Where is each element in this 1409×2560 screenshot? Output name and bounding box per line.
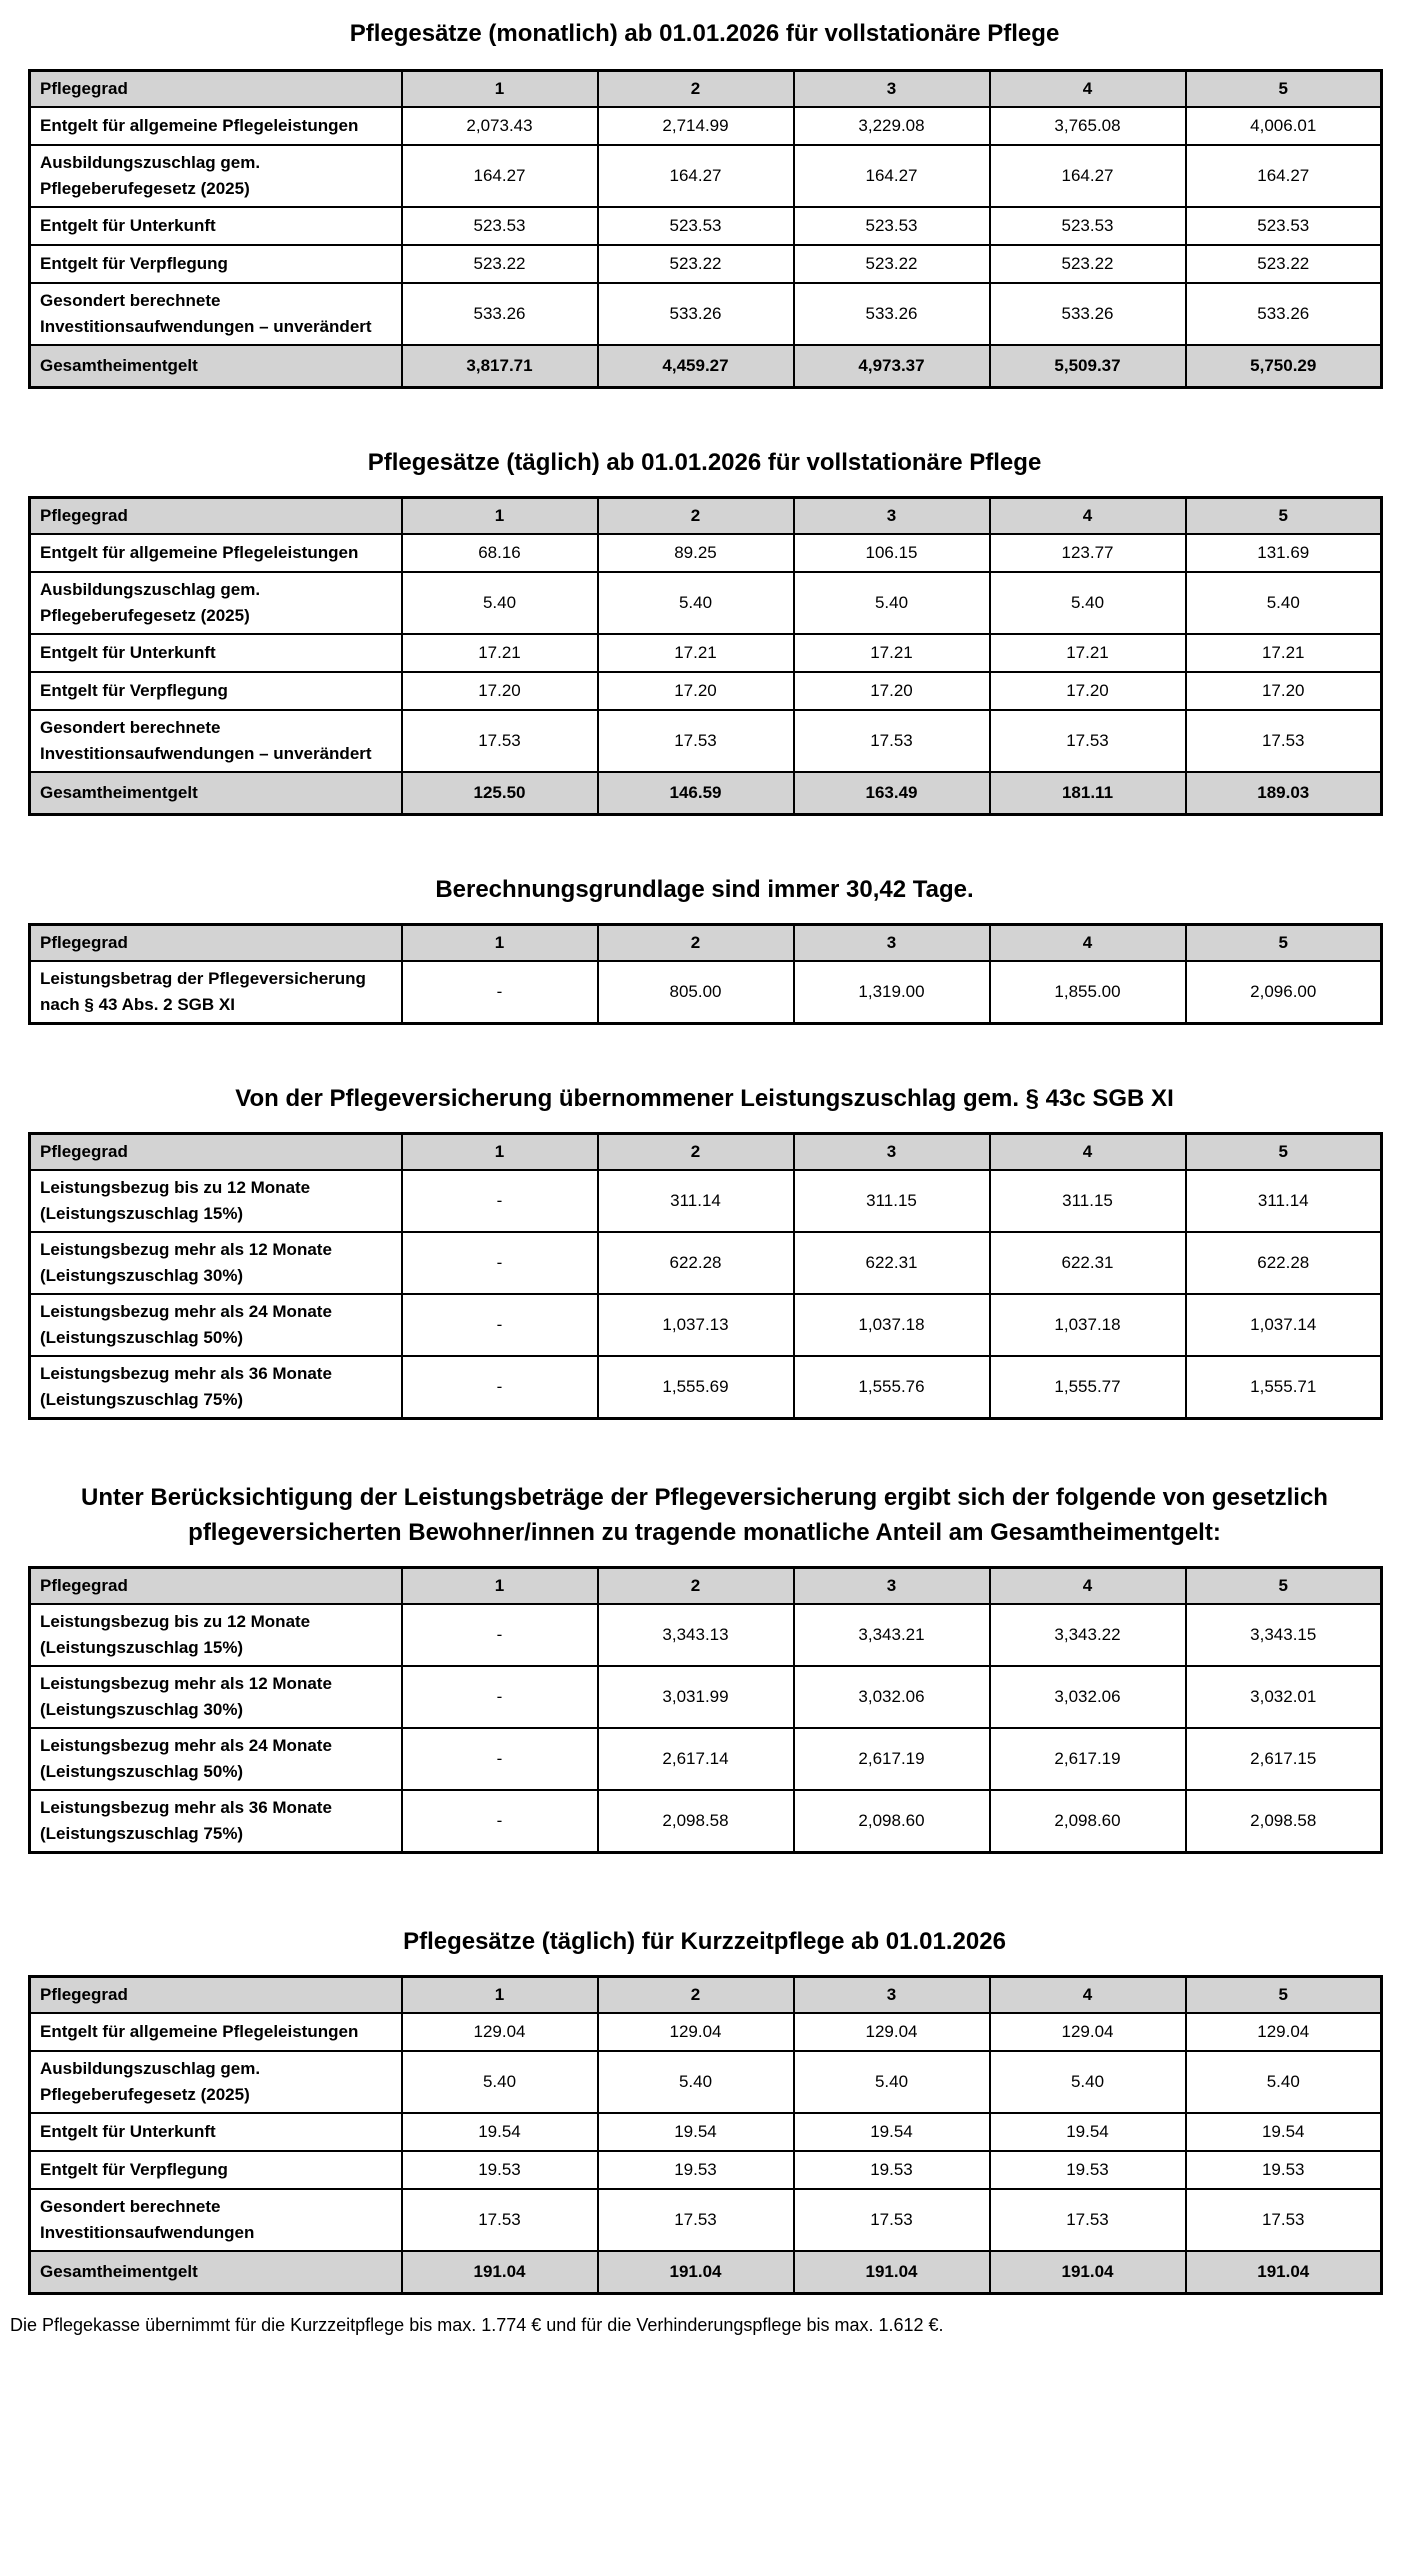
value-cell: 5.40 — [794, 2051, 990, 2113]
value-cell: 523.22 — [794, 245, 990, 283]
value-cell: 17.53 — [990, 710, 1186, 772]
leistungsbetrag-table — [28, 923, 1383, 1025]
column-header-grad-5: 5 — [1186, 925, 1382, 962]
table-row — [30, 634, 1382, 672]
row-label: Leistungsbezug mehr als 36 Monate (Leistungszuschlag 75%) — [30, 1790, 402, 1853]
value-cell: - — [402, 1170, 598, 1232]
value-cell: 17.21 — [794, 634, 990, 672]
value-cell: 2,617.19 — [794, 1728, 990, 1790]
table-row — [30, 2151, 1382, 2189]
value-cell: 17.20 — [1186, 672, 1382, 710]
value-cell: 129.04 — [1186, 2013, 1382, 2051]
value-cell: 17.53 — [794, 2189, 990, 2251]
section-pflegesaetze-monatlich — [28, 16, 1381, 389]
column-header-grad-4: 4 — [990, 1977, 1186, 2014]
value-cell: 4,006.01 — [1186, 107, 1382, 145]
column-header-grad-4: 4 — [990, 498, 1186, 535]
value-cell: 163.49 — [794, 772, 990, 815]
table-row — [30, 107, 1382, 145]
row-label: Entgelt für Unterkunft — [30, 207, 402, 245]
value-cell: 3,032.06 — [990, 1666, 1186, 1728]
value-cell: 3,343.15 — [1186, 1604, 1382, 1666]
value-cell: 2,098.60 — [990, 1790, 1186, 1853]
table-header-row — [30, 1134, 1382, 1171]
value-cell: 106.15 — [794, 534, 990, 572]
table-row — [30, 1170, 1382, 1232]
value-cell: - — [402, 1790, 598, 1853]
value-cell: - — [402, 961, 598, 1024]
value-cell: 523.22 — [990, 245, 1186, 283]
value-cell: 1,555.77 — [990, 1356, 1186, 1419]
section-title-line: Unter Berücksichtigung der Leistungsbeträge der Pflegeversicherung ergibt sich der folgende von gesetzlich — [81, 1484, 1328, 1511]
value-cell: 19.54 — [402, 2113, 598, 2151]
value-cell: 533.26 — [598, 283, 794, 345]
value-cell: 17.20 — [990, 672, 1186, 710]
value-cell: 164.27 — [990, 145, 1186, 207]
column-header-grad-3: 3 — [794, 1977, 990, 2014]
column-header-pflegegrad: Pflegegrad — [30, 925, 402, 962]
value-cell: 191.04 — [402, 2251, 598, 2294]
row-label: Gesamtheimentgelt — [30, 345, 402, 388]
column-header-grad-1: 1 — [402, 1134, 598, 1171]
value-cell: 1,319.00 — [794, 961, 990, 1024]
row-label: Leistungsbezug mehr als 36 Monate (Leistungszuschlag 75%) — [30, 1356, 402, 1419]
column-header-grad-4: 4 — [990, 1134, 1186, 1171]
row-label: Entgelt für Unterkunft — [30, 634, 402, 672]
value-cell: 523.53 — [402, 207, 598, 245]
value-cell: 311.15 — [990, 1170, 1186, 1232]
value-cell: 17.21 — [1186, 634, 1382, 672]
column-header-grad-4: 4 — [990, 925, 1186, 962]
row-label: Leistungsbezug mehr als 24 Monate (Leistungszuschlag 50%) — [30, 1294, 402, 1356]
value-cell: 2,098.60 — [794, 1790, 990, 1853]
value-cell: 5.40 — [402, 572, 598, 634]
value-cell: 311.14 — [1186, 1170, 1382, 1232]
section-berechnungsgrundlage — [28, 872, 1381, 1025]
value-cell: 191.04 — [1186, 2251, 1382, 2294]
value-cell: 17.20 — [598, 672, 794, 710]
section-title-line: Pflegesätze (monatlich) ab 01.01.2026 für vollstationäre Pflege — [349, 20, 1060, 47]
row-label: Entgelt für Verpflegung — [30, 245, 402, 283]
value-cell: 5,750.29 — [1186, 345, 1382, 388]
table-row — [30, 2051, 1382, 2113]
table-row — [30, 572, 1382, 634]
row-label: Leistungsbezug bis zu 12 Monate (Leistungszuschlag 15%) — [30, 1170, 402, 1232]
table-header-row — [30, 1568, 1382, 1605]
column-header-grad-1: 1 — [402, 1977, 598, 2014]
column-header-grad-3: 3 — [794, 498, 990, 535]
value-cell: 17.21 — [598, 634, 794, 672]
value-cell: 2,073.43 — [402, 107, 598, 145]
row-label: Entgelt für Verpflegung — [30, 2151, 402, 2189]
value-cell: 311.14 — [598, 1170, 794, 1232]
value-cell: 164.27 — [402, 145, 598, 207]
value-cell: 2,617.19 — [990, 1728, 1186, 1790]
table-row — [30, 1356, 1382, 1419]
value-cell: 191.04 — [598, 2251, 794, 2294]
section-title-line: pflegeversicherten Bewohner/innen zu tragende monatliche Anteil am Gesamtheimentgelt: — [188, 1519, 1221, 1546]
value-cell: 1,855.00 — [990, 961, 1186, 1024]
table-row — [30, 1728, 1382, 1790]
value-cell: 805.00 — [598, 961, 794, 1024]
value-cell: 164.27 — [598, 145, 794, 207]
column-header-grad-4: 4 — [990, 1568, 1186, 1605]
anteil-gesamtheimentgelt-table — [28, 1566, 1383, 1854]
section-title-leistungszuschlag — [28, 1081, 1381, 1116]
column-header-grad-3: 3 — [794, 925, 990, 962]
column-header-grad-1: 1 — [402, 1568, 598, 1605]
column-header-grad-2: 2 — [598, 925, 794, 962]
column-header-grad-1: 1 — [402, 925, 598, 962]
table-total-row — [30, 2251, 1382, 2294]
row-label: Entgelt für Unterkunft — [30, 2113, 402, 2151]
value-cell: 2,098.58 — [598, 1790, 794, 1853]
value-cell: 17.53 — [402, 710, 598, 772]
section-title-kurzzeitpflege — [28, 1924, 1381, 1959]
column-header-grad-4: 4 — [990, 71, 1186, 108]
table-row — [30, 672, 1382, 710]
value-cell: 129.04 — [402, 2013, 598, 2051]
value-cell: 2,098.58 — [1186, 1790, 1382, 1853]
value-cell: 5.40 — [990, 2051, 1186, 2113]
value-cell: 5,509.37 — [990, 345, 1186, 388]
value-cell: 5.40 — [794, 572, 990, 634]
pflegesaetze-taeglich-table — [28, 496, 1383, 816]
column-header-grad-1: 1 — [402, 71, 598, 108]
value-cell: 533.26 — [1186, 283, 1382, 345]
column-header-grad-3: 3 — [794, 1568, 990, 1605]
value-cell: 1,555.76 — [794, 1356, 990, 1419]
row-label: Gesamtheimentgelt — [30, 772, 402, 815]
section-title-line: Berechnungsgrundlage sind immer 30,42 Tage. — [435, 876, 974, 903]
value-cell: 17.21 — [990, 634, 1186, 672]
leistungszuschlag-table — [28, 1132, 1383, 1420]
column-header-pflegegrad: Pflegegrad — [30, 498, 402, 535]
row-label: Entgelt für allgemeine Pflegeleistungen — [30, 2013, 402, 2051]
column-header-grad-5: 5 — [1186, 1134, 1382, 1171]
row-label: Entgelt für allgemeine Pflegeleistungen — [30, 107, 402, 145]
value-cell: 3,229.08 — [794, 107, 990, 145]
value-cell: 4,459.27 — [598, 345, 794, 388]
value-cell: 17.53 — [794, 710, 990, 772]
row-label: Leistungsbezug mehr als 12 Monate (Leistungszuschlag 30%) — [30, 1666, 402, 1728]
table-row — [30, 283, 1382, 345]
table-row — [30, 2189, 1382, 2251]
column-header-grad-1: 1 — [402, 498, 598, 535]
row-label: Leistungsbezug bis zu 12 Monate (Leistungszuschlag 15%) — [30, 1604, 402, 1666]
pflegesaetze-monatlich-table — [28, 69, 1383, 389]
value-cell: 523.22 — [402, 245, 598, 283]
value-cell: 523.53 — [794, 207, 990, 245]
column-header-grad-5: 5 — [1186, 71, 1382, 108]
value-cell: 533.26 — [402, 283, 598, 345]
value-cell: 19.54 — [1186, 2113, 1382, 2151]
value-cell: 89.25 — [598, 534, 794, 572]
value-cell: 523.22 — [1186, 245, 1382, 283]
value-cell: 3,343.22 — [990, 1604, 1186, 1666]
table-header-row — [30, 1977, 1382, 2014]
value-cell: 622.28 — [1186, 1232, 1382, 1294]
value-cell: 17.20 — [402, 672, 598, 710]
column-header-grad-5: 5 — [1186, 498, 1382, 535]
section-title-line: Pflegesätze (täglich) für Kurzzeitpflege ab 01.01.2026 — [403, 1928, 1006, 1955]
value-cell: 5.40 — [1186, 2051, 1382, 2113]
value-cell: 1,555.69 — [598, 1356, 794, 1419]
row-label: Ausbildungszuschlag gem. Pflegeberufegesetz (2025) — [30, 145, 402, 207]
value-cell: 19.54 — [794, 2113, 990, 2151]
table-row — [30, 1294, 1382, 1356]
value-cell: 523.53 — [990, 207, 1186, 245]
value-cell: 17.53 — [402, 2189, 598, 2251]
value-cell: 17.53 — [598, 710, 794, 772]
value-cell: 3,032.01 — [1186, 1666, 1382, 1728]
value-cell: 2,617.14 — [598, 1728, 794, 1790]
value-cell: 17.53 — [1186, 2189, 1382, 2251]
table-total-row — [30, 772, 1382, 815]
table-row — [30, 1790, 1382, 1853]
value-cell: 523.22 — [598, 245, 794, 283]
value-cell: - — [402, 1666, 598, 1728]
value-cell: 2,096.00 — [1186, 961, 1382, 1024]
section-title-pflegesaetze-taeglich — [28, 445, 1381, 480]
value-cell: - — [402, 1294, 598, 1356]
value-cell: 5.40 — [990, 572, 1186, 634]
row-label: Ausbildungszuschlag gem. Pflegeberufegesetz (2025) — [30, 572, 402, 634]
value-cell: 3,817.71 — [402, 345, 598, 388]
table-row — [30, 710, 1382, 772]
column-header-grad-3: 3 — [794, 71, 990, 108]
value-cell: 129.04 — [794, 2013, 990, 2051]
value-cell: 19.53 — [1186, 2151, 1382, 2189]
value-cell: 5.40 — [1186, 572, 1382, 634]
column-header-grad-2: 2 — [598, 498, 794, 535]
column-header-grad-5: 5 — [1186, 1977, 1382, 2014]
value-cell: 164.27 — [1186, 145, 1382, 207]
value-cell: 622.31 — [990, 1232, 1186, 1294]
value-cell: - — [402, 1232, 598, 1294]
column-header-grad-3: 3 — [794, 1134, 990, 1171]
value-cell: 19.53 — [598, 2151, 794, 2189]
value-cell: 131.69 — [1186, 534, 1382, 572]
value-cell: 1,037.13 — [598, 1294, 794, 1356]
value-cell: 1,037.18 — [990, 1294, 1186, 1356]
value-cell: - — [402, 1604, 598, 1666]
value-cell: 17.53 — [990, 2189, 1186, 2251]
value-cell: 191.04 — [990, 2251, 1186, 2294]
table-row — [30, 1604, 1382, 1666]
value-cell: 17.53 — [1186, 710, 1382, 772]
row-label: Leistungsbezug mehr als 24 Monate (Leistungszuschlag 50%) — [30, 1728, 402, 1790]
value-cell: - — [402, 1356, 598, 1419]
value-cell: 3,343.13 — [598, 1604, 794, 1666]
value-cell: 533.26 — [794, 283, 990, 345]
table-row — [30, 1666, 1382, 1728]
value-cell: 17.53 — [598, 2189, 794, 2251]
table-row — [30, 207, 1382, 245]
section-kurzzeitpflege — [28, 1924, 1381, 2295]
value-cell: 19.54 — [990, 2113, 1186, 2151]
row-label: Gesondert berechnete Investitionsaufwendungen – unverändert — [30, 710, 402, 772]
pflegekasse-footnote: Die Pflegekasse übernimmt für die Kurzzeitpflege bis max. 1.774 € und für die Verhinderungspflege bis max. 1.612 €. — [10, 2315, 944, 2335]
row-label: Entgelt für Verpflegung — [30, 672, 402, 710]
value-cell: 3,031.99 — [598, 1666, 794, 1728]
section-title-anteil-gesamtheimentgelt — [28, 1480, 1381, 1550]
value-cell: 523.53 — [1186, 207, 1382, 245]
value-cell: 1,037.14 — [1186, 1294, 1382, 1356]
kurzzeitpflege-table — [28, 1975, 1383, 2295]
value-cell: 68.16 — [402, 534, 598, 572]
section-title-pflegesaetze-monatlich — [28, 16, 1381, 51]
value-cell: 19.53 — [402, 2151, 598, 2189]
column-header-grad-2: 2 — [598, 1568, 794, 1605]
value-cell: 189.03 — [1186, 772, 1382, 815]
row-label: Leistungsbezug mehr als 12 Monate (Leistungszuschlag 30%) — [30, 1232, 402, 1294]
value-cell: 533.26 — [990, 283, 1186, 345]
value-cell: 4,973.37 — [794, 345, 990, 388]
value-cell: 622.31 — [794, 1232, 990, 1294]
value-cell: 19.53 — [990, 2151, 1186, 2189]
value-cell: 5.40 — [402, 2051, 598, 2113]
row-label: Entgelt für allgemeine Pflegeleistungen — [30, 534, 402, 572]
value-cell: 19.54 — [598, 2113, 794, 2151]
table-header-row — [30, 925, 1382, 962]
section-title-berechnungsgrundlage — [28, 872, 1381, 907]
table-total-row — [30, 345, 1382, 388]
value-cell: 123.77 — [990, 534, 1186, 572]
value-cell: 181.11 — [990, 772, 1186, 815]
value-cell: - — [402, 1728, 598, 1790]
column-header-grad-2: 2 — [598, 1977, 794, 2014]
table-row — [30, 2013, 1382, 2051]
value-cell: 19.53 — [794, 2151, 990, 2189]
section-title-line: Von der Pflegeversicherung übernommener Leistungszuschlag gem. § 43c SGB XI — [235, 1085, 1174, 1112]
value-cell: 5.40 — [598, 2051, 794, 2113]
value-cell: 1,555.71 — [1186, 1356, 1382, 1419]
column-header-pflegegrad: Pflegegrad — [30, 1134, 402, 1171]
row-label: Gesamtheimentgelt — [30, 2251, 402, 2294]
value-cell: 3,032.06 — [794, 1666, 990, 1728]
table-row — [30, 2113, 1382, 2151]
row-label: Gesondert berechnete Investitionsaufwendungen – unverändert — [30, 283, 402, 345]
table-row — [30, 145, 1382, 207]
section-title-line: Pflegesätze (täglich) ab 01.01.2026 für vollstationäre Pflege — [367, 449, 1042, 476]
value-cell: 1,037.18 — [794, 1294, 990, 1356]
column-header-grad-5: 5 — [1186, 1568, 1382, 1605]
value-cell: 622.28 — [598, 1232, 794, 1294]
value-cell: 129.04 — [598, 2013, 794, 2051]
row-label: Leistungsbetrag der Pflegeversicherung nach § 43 Abs. 2 SGB XI — [30, 961, 402, 1024]
column-header-grad-2: 2 — [598, 71, 794, 108]
table-row — [30, 534, 1382, 572]
column-header-pflegegrad: Pflegegrad — [30, 71, 402, 108]
value-cell: 2,617.15 — [1186, 1728, 1382, 1790]
value-cell: 17.21 — [402, 634, 598, 672]
value-cell: 191.04 — [794, 2251, 990, 2294]
value-cell: 164.27 — [794, 145, 990, 207]
table-header-row — [30, 71, 1382, 108]
value-cell: 311.15 — [794, 1170, 990, 1232]
table-row — [30, 245, 1382, 283]
column-header-pflegegrad: Pflegegrad — [30, 1568, 402, 1605]
row-label: Ausbildungszuschlag gem. Pflegeberufegesetz (2025) — [30, 2051, 402, 2113]
section-leistungszuschlag — [28, 1081, 1381, 1420]
column-header-pflegegrad: Pflegegrad — [30, 1977, 402, 2014]
section-pflegesaetze-taeglich — [28, 445, 1381, 816]
row-label: Gesondert berechnete Investitionsaufwendungen — [30, 2189, 402, 2251]
table-header-row — [30, 498, 1382, 535]
value-cell: 2,714.99 — [598, 107, 794, 145]
value-cell: 146.59 — [598, 772, 794, 815]
value-cell: 125.50 — [402, 772, 598, 815]
value-cell: 5.40 — [598, 572, 794, 634]
value-cell: 3,343.21 — [794, 1604, 990, 1666]
column-header-grad-2: 2 — [598, 1134, 794, 1171]
section-anteil-gesamtheimentgelt — [28, 1480, 1381, 1854]
value-cell: 3,765.08 — [990, 107, 1186, 145]
value-cell: 17.20 — [794, 672, 990, 710]
table-row — [30, 1232, 1382, 1294]
value-cell: 523.53 — [598, 207, 794, 245]
table-row — [30, 961, 1382, 1024]
value-cell: 129.04 — [990, 2013, 1186, 2051]
